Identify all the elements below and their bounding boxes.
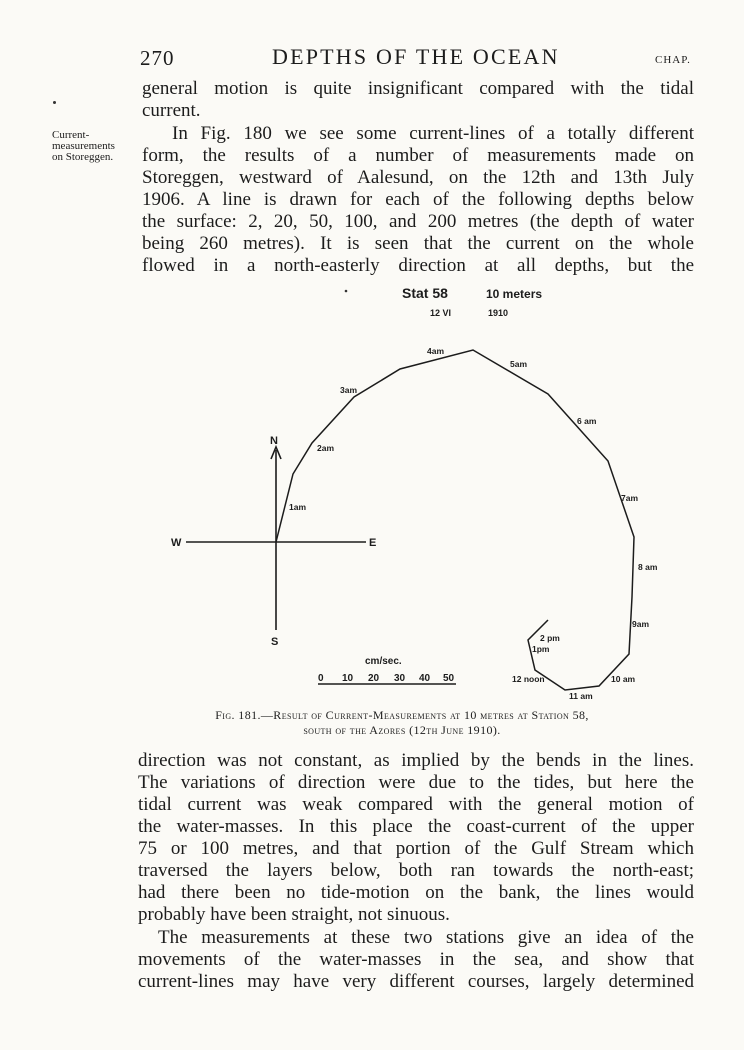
margin-note-line: on Storeggen. <box>52 151 114 163</box>
scale-tick: 20 <box>368 673 380 684</box>
text-line: Storeggen, westward of Aalesund, on the 12th and 13th July <box>142 167 694 188</box>
page-number: 270 <box>140 46 175 70</box>
scale-tick: 10 <box>342 673 354 684</box>
text-line: movements of the water-masses in the sea, and show that <box>138 949 694 970</box>
hour-label: 5am <box>510 359 528 369</box>
scale-tick: 0 <box>318 673 324 684</box>
figure-subtitle-year: 1910 <box>488 308 509 318</box>
text-line: traversed the layers below, both ran towards the north-east; <box>138 860 694 881</box>
text-line: The measurements at these two stations give an idea of the <box>158 927 694 948</box>
hour-label: 2 pm <box>540 633 560 643</box>
hour-labels <box>289 346 658 701</box>
text-line: tidal current was weak compared with the general motion of <box>138 794 694 815</box>
margin-note-line: measurements <box>52 140 115 152</box>
hour-label: 7am <box>621 493 639 503</box>
text-line: current-lines may have very different courses, largely determined <box>138 971 694 992</box>
text-line: current. <box>142 100 201 121</box>
hour-label: 10 am <box>611 674 636 684</box>
running-title: DEPTHS OF THE OCEAN <box>272 44 560 69</box>
figure-subtitle-date: 12 VI <box>430 308 452 318</box>
hour-label: 11 am <box>569 691 593 701</box>
compass-north: N <box>270 435 278 447</box>
hour-label: 12 noon <box>512 674 545 684</box>
chapter-mark: CHAP. <box>655 54 691 66</box>
compass-west: W <box>171 537 182 549</box>
figure-title-depth: 10 meters <box>486 287 543 301</box>
compass-axes <box>186 447 366 630</box>
text-line: probably have been straight, not sinuous. <box>138 904 450 925</box>
text-line: The variations of direction were due to the tides, but here the <box>138 772 694 793</box>
text-line: flowed in a north-easterly direction at all depths, but the <box>142 255 694 276</box>
scale-tick: 40 <box>419 673 431 684</box>
margin-note-line: Current- <box>52 129 90 141</box>
figure-title-station: Stat 58 <box>402 285 448 301</box>
scale-tick: 50 <box>443 673 455 684</box>
text-line: the water-masses. In this place the coast-current of the upper <box>138 816 694 837</box>
text-line: In Fig. 180 we see some current-lines of a totally different <box>172 123 694 144</box>
text-line: general motion is quite insignificant compared with the tidal <box>142 78 694 99</box>
hour-label: 8 am <box>638 562 658 572</box>
text-line: 75 or 100 metres, and that portion of the Gulf Stream which <box>138 838 694 859</box>
figure-caption-line: south of the Azores (12th June 1910). <box>303 723 501 737</box>
text-line: being 260 metres). It is seen that the current on the whole <box>142 233 694 254</box>
text-line: the surface: 2, 20, 50, 100, and 200 metres (the depth of water <box>142 211 694 232</box>
hour-label: 6 am <box>577 416 597 426</box>
text-line: 1906. A line is drawn for each of the following depths below <box>142 189 694 210</box>
hour-label: 2am <box>317 443 335 453</box>
compass-south: S <box>271 636 279 648</box>
hour-label: 1am <box>289 502 307 512</box>
scale-unit: cm/sec. <box>365 656 402 667</box>
current-vector-path <box>276 350 634 690</box>
stray-dot <box>345 290 348 293</box>
hour-label: 1pm <box>532 644 550 654</box>
hour-label: 3am <box>340 385 358 395</box>
hour-label: 9am <box>632 619 650 629</box>
text-line: direction was not constant, as implied by the bends in the lines. <box>138 750 694 771</box>
figure-caption-line: Fig. 181.—Result of Current-Measurements at 10 metres at Station 58, <box>215 708 589 722</box>
compass-east: E <box>369 537 377 549</box>
text-line: had there been no tide-motion on the bank, the lines would <box>138 882 694 903</box>
hour-label: 4am <box>427 346 445 356</box>
scale-ticks <box>318 673 455 684</box>
text-line: form, the results of a number of measurements made on <box>142 145 694 166</box>
scale-tick: 30 <box>394 673 406 684</box>
